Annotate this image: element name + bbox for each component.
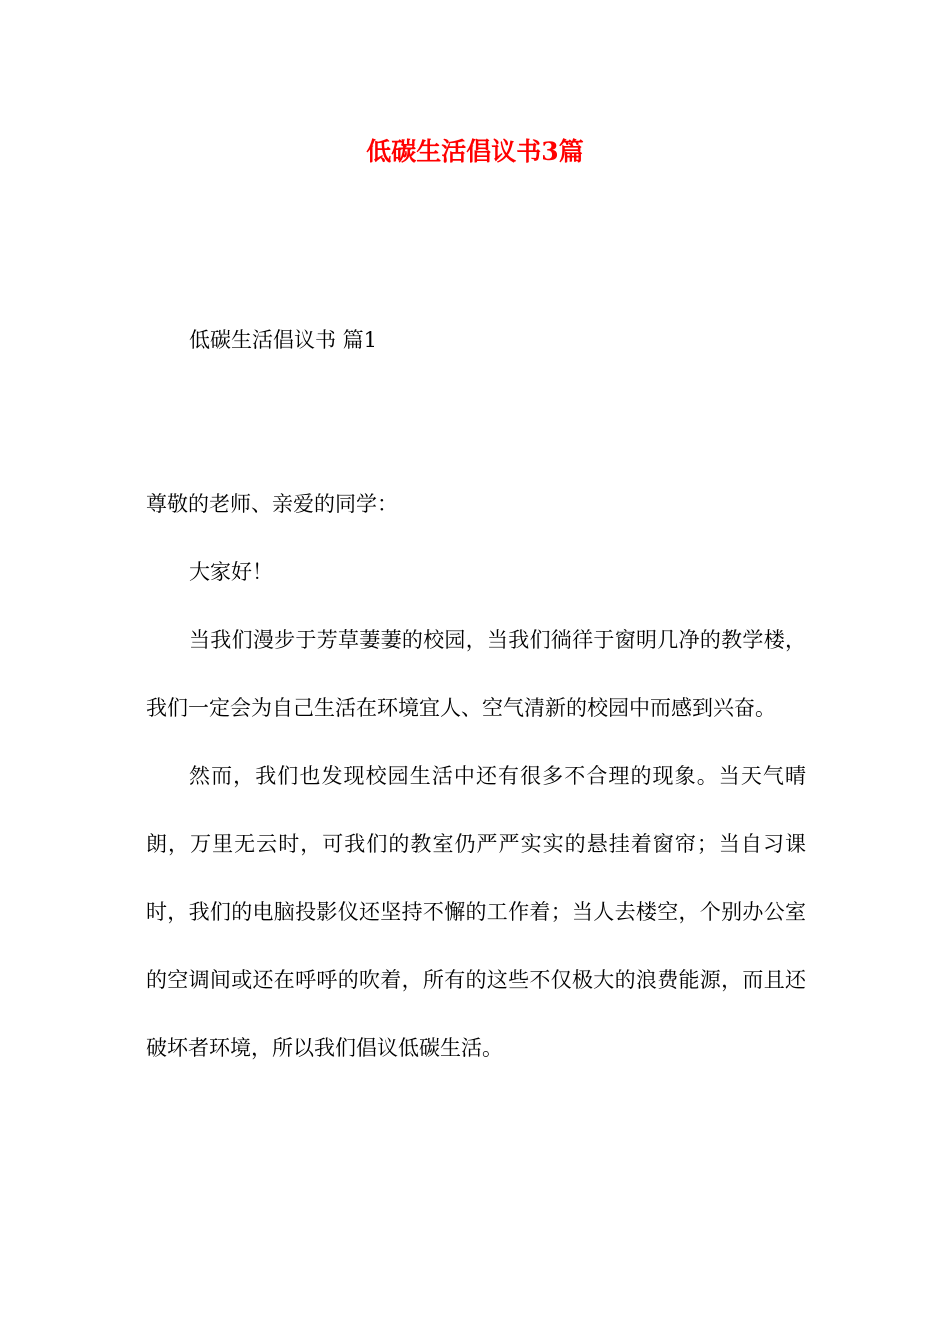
document-body	[146, 470, 806, 1082]
greeting: 大家好！	[189, 560, 273, 584]
document-title: 低碳生活倡议书3篇	[366, 137, 584, 166]
paragraph-1: 当我们漫步于芳草萋萋的校园，当我们徜徉于窗明几净的教学楼，我们一定会为自己生活在环境宜人、空气清新的校园中而感到兴奋。	[146, 628, 806, 720]
section-heading: 低碳生活倡议书 篇1	[189, 328, 378, 352]
paragraph-2: 然而，我们也发现校园生活中还有很多不合理的现象。当天气晴朗，万里无云时，可我们的教室仍严严实实的悬挂着窗帘；当自习课时，我们的电脑投影仪还坚持不懈的工作着；当人去楼空，个别办公室的空调间或还在呼呼的吹着，所有的这些不仅极大的浪费能源，而且还破坏者环境，所以我们倡议低碳生活。	[146, 764, 806, 1060]
salutation: 尊敬的老师、亲爱的同学：	[146, 492, 398, 516]
